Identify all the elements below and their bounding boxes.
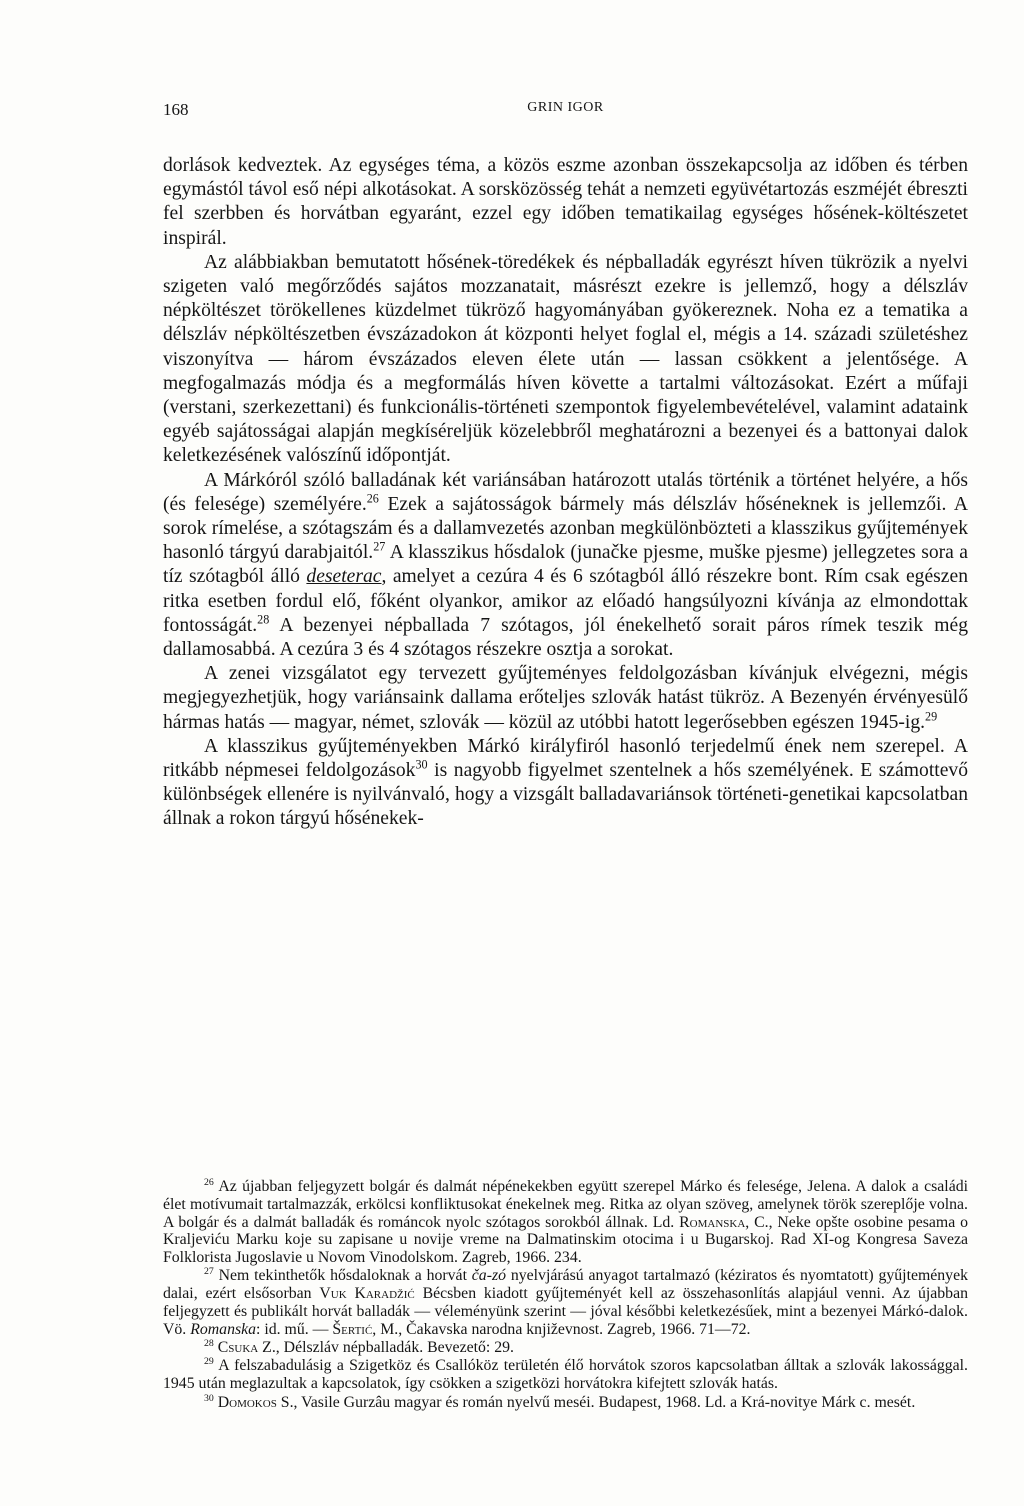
paragraph-5-text: A klasszikus gyűjteményekben Márkó királyfiról hasonló terjedelmű ének nem szerepel. A ritkább népmesei feldolgozások (163, 735, 968, 782)
work-title: Romanska (190, 1320, 257, 1338)
footnote-27 (163, 1267, 968, 1338)
paragraph-3-text: , amelyet a cezúra 4 és 6 szótagból álló részekre bont. Rím csak egészen ritka esetben fordul elő, főként olyankor, amikor az előadó hangsúlyozni kívánja az elmondottak fontosságát. (163, 566, 968, 636)
author-name: Šertić (332, 1320, 373, 1338)
footnote-text: A felszabadulásig a Szigetköz és Csallóköz területén élő horvátok szoros kapcsolatban álltak a szlovák lakossággal. 1945 után meglazultak a kapcsolatok, így csökken a szigetközi horvátokra kifejtett szlovák hatás. (163, 1357, 968, 1393)
main-text (163, 154, 968, 832)
footnote-ref-26: 26 (366, 491, 379, 506)
footnote-ref-27: 27 (373, 539, 386, 554)
footnote-30 (163, 1394, 968, 1412)
footnote-text: , M., Čakavska narodna književnost. Zagreb, 1966. 71—72. (372, 1320, 751, 1338)
footnote-ref-30: 30 (415, 757, 428, 772)
paragraph-3-text: A klasszikus hősdalok (junačke pjesme, muške pjesme) jellegzetes sora a tíz szótagból álló (163, 542, 968, 588)
paragraph-2-text: Az alábbiakban bemutatott hősének-töredékek és népballadák egyrészt híven tükrözik a nyelvi szigeten való megőrződés sajátos mozzanatait, másrészt ezekre is jellemző, hogy a délszláv népköltészet törökellenes küzdelmet tükröző hagyományában gyökereznek. Noha ez a tematika a délszláv népköltészetben évszázadokon át központi helyet foglal el, mégis a 14. századi születéshez viszonyítva — három évszázados eleven élete után — lassan csökkent a jelentősége. A megfogalmazás módja és a megformálás híven követte a tartalmi változásokat. Ezért a műfaji (verstani, szerkezettani) és funkcionális-történeti szempontok figyelembevételével, valamint adataink egyéb sajátosságai alapján megkíséreljük közelebbről meghatározni a bezenyei és a battonyai dalok keletkezésének valószínű időpontját. (163, 251, 968, 467)
paragraph-4-text: A zenei vizsgálatot egy tervezett gyűjteményes feldolgozásban kívánjuk elvégezni, mégis megjegyezhetjük, hogy variánsaink dallama erőteljes szlovák hatást tükröz. A Bezenyén érvényesülő hármas hatás — magyar, német, szlovák — közül az utóbbi hatott legerősebben egészen 1945-ig. (163, 663, 968, 733)
paragraph-1 (163, 154, 968, 251)
footnote-28 (163, 1339, 968, 1357)
paragraph-3-text: A bezenyei népballada 7 szótagos, jól énekelhető sorait páros rímek teszik még dallamosabbá. A cezúra 3 és 4 szótagos részekre osztja a sorokat. (163, 614, 968, 661)
author-name: Domokos (217, 1393, 277, 1411)
footnote-29 (163, 1357, 968, 1393)
footnote-text: : id. mű. — (256, 1320, 333, 1338)
footnote-number: 27 (204, 1266, 214, 1278)
footnote-text: , C., Neke opšte osobine pesama o Kraljeviću Marku koje su zapisane u novije vreme na Dalmatinskim otocima i u Bugarskoj. Rad XI-og Kongresa Saveza Folklorista Jugoslavie u Novom Vinodolskom. Zagreb, 1966. 234. (163, 1213, 968, 1267)
footnote-text: S., Vasile Gurzâu magyar és román nyelvű meséi. Budapest, 1968. Ld. a Krá-novitye Márk c. mesét. (276, 1393, 916, 1411)
footnote-text: Z., Délszláv népballadák. Bevezető: 29. (258, 1339, 514, 1357)
footnote-text: Nem tekinthetők hősdaloknak a horvát (213, 1267, 472, 1285)
footnote-ref-29: 29 (925, 709, 938, 724)
footnote-text: nyelvjárású anyagot tartalmazó (kéziratos és nyomtatott) gyűjtemények dalai, ezért elsősorban (163, 1267, 968, 1303)
page-number: 168 (163, 100, 189, 119)
footnote-text: Bécsben kiadott gyűjteményét kell az összehasonlítás alapjául venni. Az újabban feljegyzett és publikált horvát balladák — véleményünk szerint — jóval későbbi keletkezésűek, mint a bezenyei Márkó-dalok. Vö. (163, 1285, 968, 1338)
paragraph-5-text: is nagyobb figyelmet szentelnek a hős személyének. E számottevő különbségek ellenére is nyilvánvaló, hogy a vizsgált balladavariánsok történeti-genetikai kapcsolatban állnak a rokon tárgyú hősénekek- (163, 760, 968, 830)
footnote-26 (163, 1178, 968, 1267)
paragraph-1-text: dorlások kedveztek. Az egységes téma, a közös eszme azonban összekapcsolja az időben és térben egymástól távol eső népi alkotásokat. A sorsközösség tehát a nemzeti együvétartozás eszméjét ébreszti fel szerbben és horvátban egyaránt, ezzel egy időben tematikailag egységes hősének-költészetet inspirál. (163, 155, 968, 249)
paragraph-4 (163, 662, 968, 735)
paragraph-5 (163, 735, 968, 832)
author-name: Csuka (217, 1339, 259, 1357)
footnote-text: Az újabban feljegyzett bolgár és dalmát népénekekben együtt szerepel Márko és felesége, Jelena. A dalok a családi élet motívumait tartalmazzák, erkölcsi konfliktusokat énekelnek meg. Ritka az olyan szöveg, amelynek török szereplője volna. A bolgár és a dalmát balladák és románcok nyolc szótagos sorokból állnak. Ld. (163, 1178, 968, 1231)
paragraph-3 (163, 469, 968, 663)
paragraph-2 (163, 251, 968, 469)
running-head: GRIN IGOR (527, 100, 604, 115)
author-name: Romanska (679, 1213, 746, 1231)
footnotes (163, 1178, 968, 1412)
author-name: Vuk Karadžić (319, 1285, 415, 1303)
paragraph-3-text: A Márkóról szóló balladának két variánsában határozott utalás történik a történet helyére, a hős (és felesége) személyére. (163, 469, 968, 515)
term-deseterac: deseterac (306, 566, 382, 588)
dialect-term: ča-zó (471, 1267, 507, 1285)
page-header (163, 100, 968, 120)
footnote-ref-28: 28 (257, 612, 270, 627)
footnote-number: 29 (204, 1356, 214, 1368)
footnote-number: 28 (204, 1338, 214, 1350)
footnote-number: 26 (204, 1177, 214, 1189)
paragraph-3-text: Ezek a sajátosságok bármely más délszláv hőséneknek is jellemzői. A sorok rímelése, a szótagszám és a dallamvezetés azonban megkülönbözteti a klasszikus gyűjtemények hasonló tárgyú darabjaitól. (163, 493, 968, 564)
footnote-number: 30 (204, 1392, 214, 1404)
